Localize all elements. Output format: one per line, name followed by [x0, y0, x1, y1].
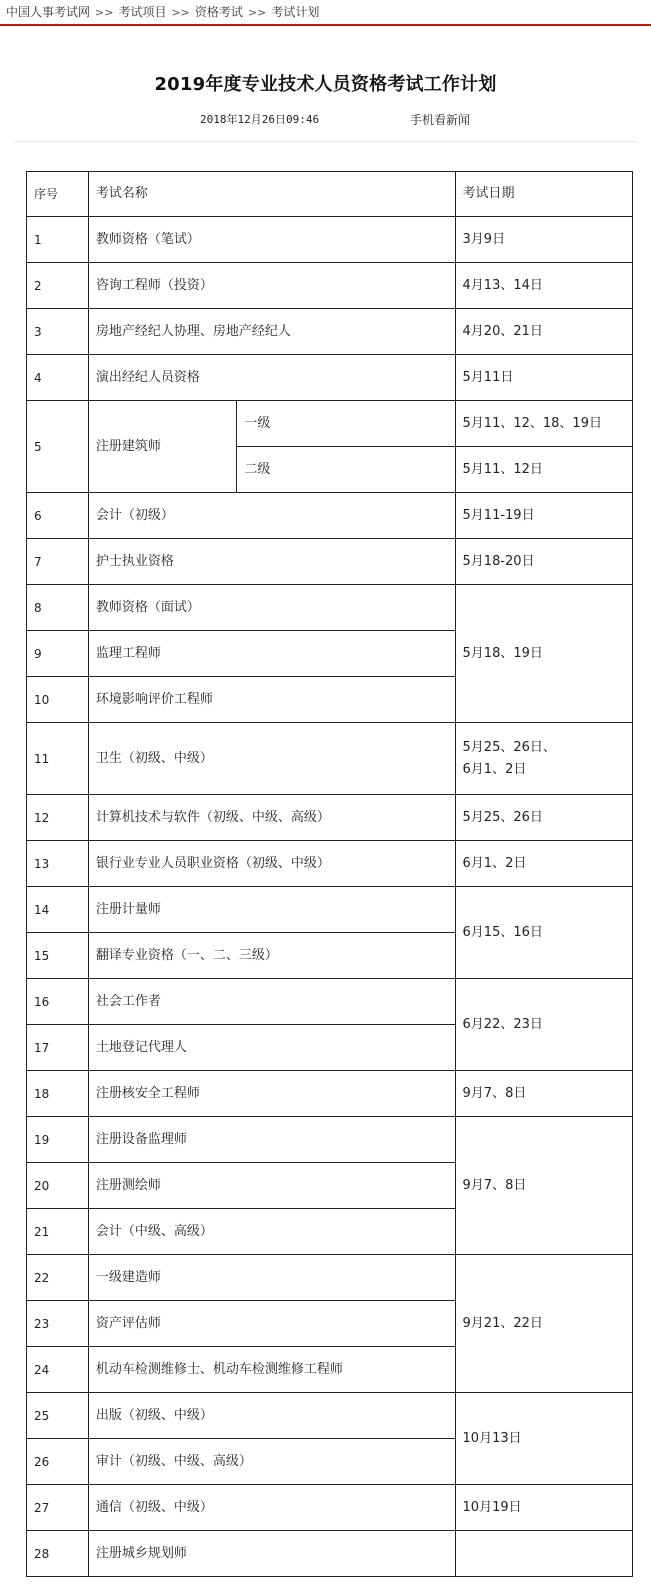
row-exam-date: 5月11、12、18、19日 [455, 401, 632, 447]
row-exam-date: 5月11-19日 [455, 493, 632, 539]
row-no: 20 [27, 1163, 89, 1209]
row-no: 13 [27, 841, 89, 887]
row-exam-date: 6月22、23日 [455, 979, 632, 1071]
row-exam-level: 二级 [237, 447, 455, 493]
table-row [27, 401, 633, 447]
table-row [27, 1255, 633, 1301]
breadcrumb-separator: >> [95, 6, 114, 19]
row-no: 16 [27, 979, 89, 1025]
table-row [27, 1485, 633, 1531]
row-exam-level: 一级 [237, 401, 455, 447]
row-exam-date: 10月13日 [455, 1393, 632, 1485]
table-row [27, 979, 633, 1025]
row-exam-name: 翻译专业资格（一、二、三级） [88, 933, 455, 979]
table-row [27, 1117, 633, 1163]
row-no: 17 [27, 1025, 89, 1071]
breadcrumb [0, 0, 651, 26]
row-exam-name: 注册核安全工程师 [88, 1071, 455, 1117]
row-no: 21 [27, 1209, 89, 1255]
table-row [27, 1393, 633, 1439]
row-exam-name: 教师资格（笔试） [88, 217, 455, 263]
row-no: 6 [27, 493, 89, 539]
breadcrumb-link-exam-plan[interactable]: 考试计划 [271, 5, 320, 19]
mobile-news-link[interactable]: 手机看新闻 [410, 113, 471, 127]
row-exam-name: 通信（初级、中级） [88, 1485, 455, 1531]
row-exam-name: 资产评估师 [88, 1301, 455, 1347]
row-no: 22 [27, 1255, 89, 1301]
row-no: 25 [27, 1393, 89, 1439]
row-exam-name: 银行业专业人员职业资格（初级、中级） [88, 841, 455, 887]
row-exam-date-line: 6月1、2日 [462, 761, 527, 777]
table-row [27, 263, 633, 309]
row-exam-name: 注册设备监理师 [88, 1117, 455, 1163]
row-exam-name: 注册计量师 [88, 887, 455, 933]
row-no: 8 [27, 585, 89, 631]
row-exam-name: 教师资格（面试） [88, 585, 455, 631]
row-exam-date: 9月21、22日 [455, 1255, 632, 1393]
row-exam-name: 演出经纪人员资格 [88, 355, 455, 401]
row-exam-name: 卫生（初级、中级） [88, 723, 455, 795]
row-exam-date: 9月7、8日 [455, 1117, 632, 1255]
breadcrumb-separator: >> [247, 6, 267, 19]
row-exam-date: 5月11日 [455, 355, 632, 401]
table-row [27, 723, 633, 795]
row-no: 12 [27, 795, 89, 841]
row-no: 10 [27, 677, 89, 723]
row-no: 23 [27, 1301, 89, 1347]
row-no: 3 [27, 309, 89, 355]
row-exam-date: 5月18、19日 [455, 585, 632, 723]
row-no: 7 [27, 539, 89, 585]
header-no: 序号 [27, 172, 89, 217]
row-no: 5 [27, 401, 89, 493]
row-exam-name: 会计（初级） [88, 493, 455, 539]
row-exam-name: 社会工作者 [88, 979, 455, 1025]
table-row [27, 1531, 633, 1577]
row-exam-name: 注册测绘师 [88, 1163, 455, 1209]
page-title: 2019年度专业技术人员资格考试工作计划 [154, 74, 497, 95]
row-exam-date: 5月18-20日 [455, 539, 632, 585]
row-exam-date: 4月20、21日 [455, 309, 632, 355]
row-exam-name: 一级建造师 [88, 1255, 455, 1301]
row-exam-name: 监理工程师 [88, 631, 455, 677]
publish-date: 2018年12月26日09:46 [200, 113, 320, 126]
row-exam-date [455, 723, 632, 795]
table-row [27, 887, 633, 933]
row-exam-name: 环境影响评价工程师 [88, 677, 455, 723]
row-no: 27 [27, 1485, 89, 1531]
row-exam-date-line: 5月25、26日、 [462, 739, 556, 755]
row-exam-name: 土地登记代理人 [88, 1025, 455, 1071]
row-exam-name: 咨询工程师（投资） [88, 263, 455, 309]
row-exam-name: 注册城乡规划师 [88, 1531, 455, 1577]
row-no: 19 [27, 1117, 89, 1163]
row-exam-date [455, 1531, 632, 1577]
table-row [27, 309, 633, 355]
row-exam-name: 房地产经纪人协理、房地产经纪人 [88, 309, 455, 355]
row-no: 14 [27, 887, 89, 933]
row-no: 2 [27, 263, 89, 309]
table-row [27, 795, 633, 841]
row-no: 26 [27, 1439, 89, 1485]
row-no: 24 [27, 1347, 89, 1393]
row-no: 9 [27, 631, 89, 677]
row-exam-date: 10月19日 [455, 1485, 632, 1531]
breadcrumb-link-qualification-exams[interactable]: 资格考试 [194, 5, 243, 19]
row-exam-date: 6月15、16日 [455, 887, 632, 979]
table-row [27, 841, 633, 887]
row-exam-date: 5月25、26日 [455, 795, 632, 841]
table-row [27, 355, 633, 401]
row-exam-date: 3月9日 [455, 217, 632, 263]
row-no: 11 [27, 723, 89, 795]
breadcrumb-separator: >> [171, 6, 190, 19]
row-exam-name: 审计（初级、中级、高级） [88, 1439, 455, 1485]
table-header-row [27, 172, 633, 217]
header-exam-date: 考试日期 [455, 172, 632, 217]
row-exam-date: 5月11、12日 [455, 447, 632, 493]
row-exam-name: 计算机技术与软件（初级、中级、高级） [88, 795, 455, 841]
row-exam-date: 6月1、2日 [455, 841, 632, 887]
exam-plan-table [26, 171, 633, 1577]
row-no: 28 [27, 1531, 89, 1577]
row-exam-name: 护士执业资格 [88, 539, 455, 585]
row-exam-date: 4月13、14日 [455, 263, 632, 309]
table-row [27, 585, 633, 631]
row-no: 4 [27, 355, 89, 401]
header-exam-name: 考试名称 [88, 172, 455, 217]
row-exam-name: 机动车检测维修士、机动车检测维修工程师 [88, 1347, 455, 1393]
row-no: 15 [27, 933, 89, 979]
row-exam-name: 注册建筑师 [88, 401, 236, 493]
row-no: 1 [27, 217, 89, 263]
breadcrumb-link-exam-projects[interactable]: 考试项目 [118, 5, 167, 19]
row-exam-name: 出版（初级、中级） [88, 1393, 455, 1439]
header-divider [14, 141, 636, 142]
table-row [27, 217, 633, 263]
row-exam-name: 会计（中级、高级） [88, 1209, 455, 1255]
table-row [27, 493, 633, 539]
row-exam-date: 9月7、8日 [455, 1071, 632, 1117]
table-row [27, 1071, 633, 1117]
breadcrumb-link-home[interactable]: 中国人事考试网 [6, 5, 91, 19]
row-no: 18 [27, 1071, 89, 1117]
table-row [27, 539, 633, 585]
